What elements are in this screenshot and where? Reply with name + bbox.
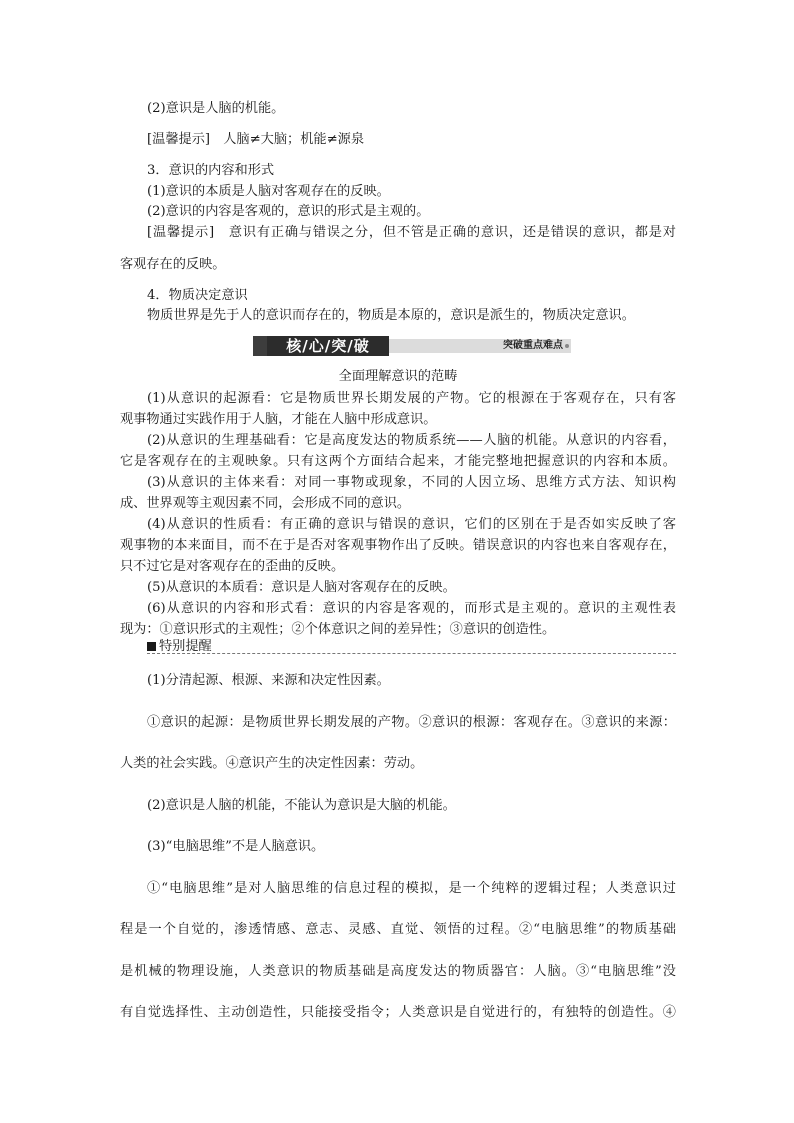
reminder-origins-line2: 人类的社会实践。④意识产生的决定性因素：劳动。 [120,756,424,771]
dashed-divider [147,653,676,654]
nature-line3: 只不过它是对客观存在的歪曲的反映。 [120,559,345,574]
computer-thinking-line3: 是机械的物理设施，人类意识的物质基础是高度发达的物质器官：人脑。③“电脑思维”没 [120,964,676,979]
computer-thinking-line1: ①“电脑思维”是对人脑思维的信息过程的模拟，是一个纯粹的逻辑过程；人类意识过 [147,881,676,896]
content-form-line1: (6)从意识的内容和形式看：意识的内容是客观的，而形式是主观的。意识的主观性表 [147,601,676,616]
origin-line1: (1)从意识的起源看：它是物质世界长期发展的产物。它的根源在于客观存在，只有客 [147,391,676,406]
tip-right-wrong-line2: 客观存在的反映。 [120,257,226,272]
physiology-line1: (2)从意识的生理基础看：它是高度发达的物质系统——人脑的机能。从意识的内容看， [147,433,676,448]
tip-right-wrong-line1: [温馨提示] 意识有正确与错误之分，但不管是正确的意识，还是错误的意识，都是对 [147,225,676,240]
paragraph-essence: (1)意识的本质是人脑对客观存在的反映。 [147,184,390,199]
reminder-point3: (3)“电脑思维”不是人脑意识。 [147,839,325,854]
computer-thinking-line4: 有自觉选择性、主动创造性，只能接受指令；人类意识是自觉进行的，有独特的创造性。④ [120,1005,676,1020]
paragraph-consciousness-brain-function: (2)意识是人脑的机能。 [147,101,285,116]
core-breakthrough-banner [253,336,571,356]
subject-line1: (3)从意识的主体来看：对同一事物或现象，不同的人因立场、思维方式方法、知识构 [147,475,676,490]
tip-brain-not-cerebrum: [温馨提示] 人脑≠大脑；机能≠源泉 [147,132,365,147]
origin-line2: 观事物通过实践作用于人脑，才能在人脑中形成意识。 [120,412,437,427]
essence-line: (5)从意识的本质看：意识是人脑对客观存在的反映。 [147,580,456,595]
physiology-line2: 它是客观存在的主观映象。只有这两个方面结合起来，才能完整地把握意识的内容和本质。 [120,454,676,469]
content-form-line2: 现为：①意识形式的主观性；②个体意识之间的差异性；③意识的创造性。 [120,622,556,637]
heading-content-and-form: 3．意识的内容和形式 [147,163,275,178]
special-reminder-label: 特别提醒 [159,639,212,654]
section-title: 全面理解意识的范畴 [338,369,458,384]
reminder-point2: (2)意识是人脑的机能，不能认为意识是大脑的机能。 [147,798,456,813]
subject-line2: 成、世界观等主观因素不同，会形成不同的意识。 [120,496,411,511]
computer-thinking-line2: 程是一个自觉的，渗透情感、意志、灵感、直觉、领悟的过程。②“电脑思维”的物质基础 [120,922,676,937]
banner-dot-icon [565,344,569,348]
nature-line1: (4)从意识的性质看：有正确的意识与错误的意识，它们的区别在于是否如实反映了客 [147,517,676,532]
nature-line2: 观事物的本来面目，而不在于是否对客观事物作出了反映。错误意识的内容也来自客观存在， [120,538,676,553]
banner-left-block [253,336,267,356]
banner-tag: 突破重点难点 [503,340,563,351]
reminder-point1: (1)分清起源、根源、来源和决定性因素。 [147,673,390,688]
paragraph-matter-determines: 物质世界是先于人的意识而存在的，物质是本原的，意识是派生的，物质决定意识。 [147,308,635,323]
black-square-icon [147,642,156,651]
paragraph-content-form: (2)意识的内容是客观的，意识的形式是主观的。 [147,204,430,219]
reminder-origins-line1: ①意识的起源：是物质世界长期发展的产物。②意识的根源：客观存在。③意识的来源： [147,715,676,730]
heading-matter-determines: 4．物质决定意识 [147,288,248,303]
banner-label: 核/心/突/破 [267,336,389,356]
